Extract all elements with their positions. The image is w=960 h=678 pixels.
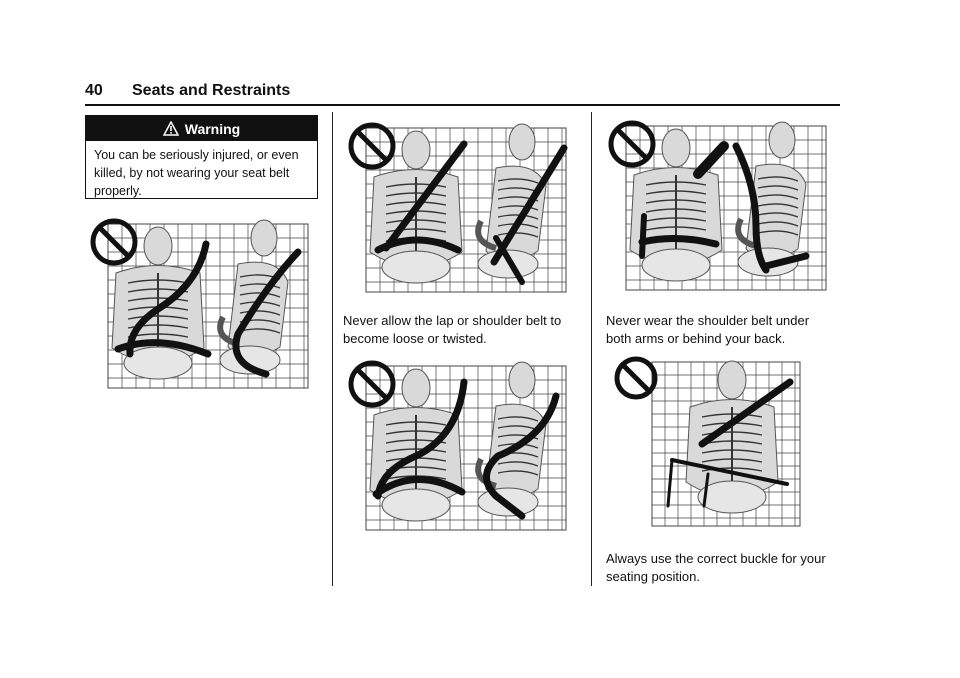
warning-box [85,115,318,199]
dummy-head [402,131,430,169]
prohibited-sign-icon [617,359,655,397]
dummy-pelvis [698,481,766,513]
column-divider-2 [591,112,592,586]
figure-wrong-buckle [612,356,804,528]
dummy-head [251,220,277,256]
dummy-pelvis [382,489,450,521]
warning-text: You can be seriously injured, or even killed, by not wearing your seat belt properly. [94,148,299,198]
dummy-head [144,227,172,265]
page-number: 40 [85,82,103,99]
dummy-head [662,129,690,167]
illustration-improper-belt [88,214,310,390]
page-header [85,80,840,104]
dummy-pelvis [382,251,450,283]
figure-belt-incorrect-1 [88,214,310,390]
dummy-head [769,122,795,158]
illustration-twisted-belt [346,356,568,532]
warning-header [86,116,317,141]
figure-belt-loose [346,118,568,294]
section-title: Seats and Restraints [132,82,291,99]
figure-belt-twisted [346,356,568,532]
dummy-head [402,369,430,407]
prohibited-slash [623,365,650,392]
illustration-belt-behind-back [606,116,828,292]
warning-title: Warning [184,120,241,137]
dummy-head [718,361,746,399]
warning-triangle-icon [163,121,179,137]
dummy-pelvis [642,249,710,281]
caption-under-arms: Never wear the shoulder belt under both arms or behind your back. [606,313,810,346]
caption-loose-twisted: Never allow the lap or shoulder belt to become loose or twisted. [343,313,562,346]
column-divider-1 [332,112,333,586]
illustration-loose-belt [346,118,568,294]
illustration-wrong-buckle [612,356,804,528]
figure-belt-under-arms [606,116,828,292]
seat-belt [642,216,644,256]
dummy-head [509,362,535,398]
dummy-pelvis [124,347,192,379]
dummy-head [509,124,535,160]
caption-correct-buckle: Always use the correct buckle for your seating position. [606,551,826,584]
header-rule [85,104,840,106]
